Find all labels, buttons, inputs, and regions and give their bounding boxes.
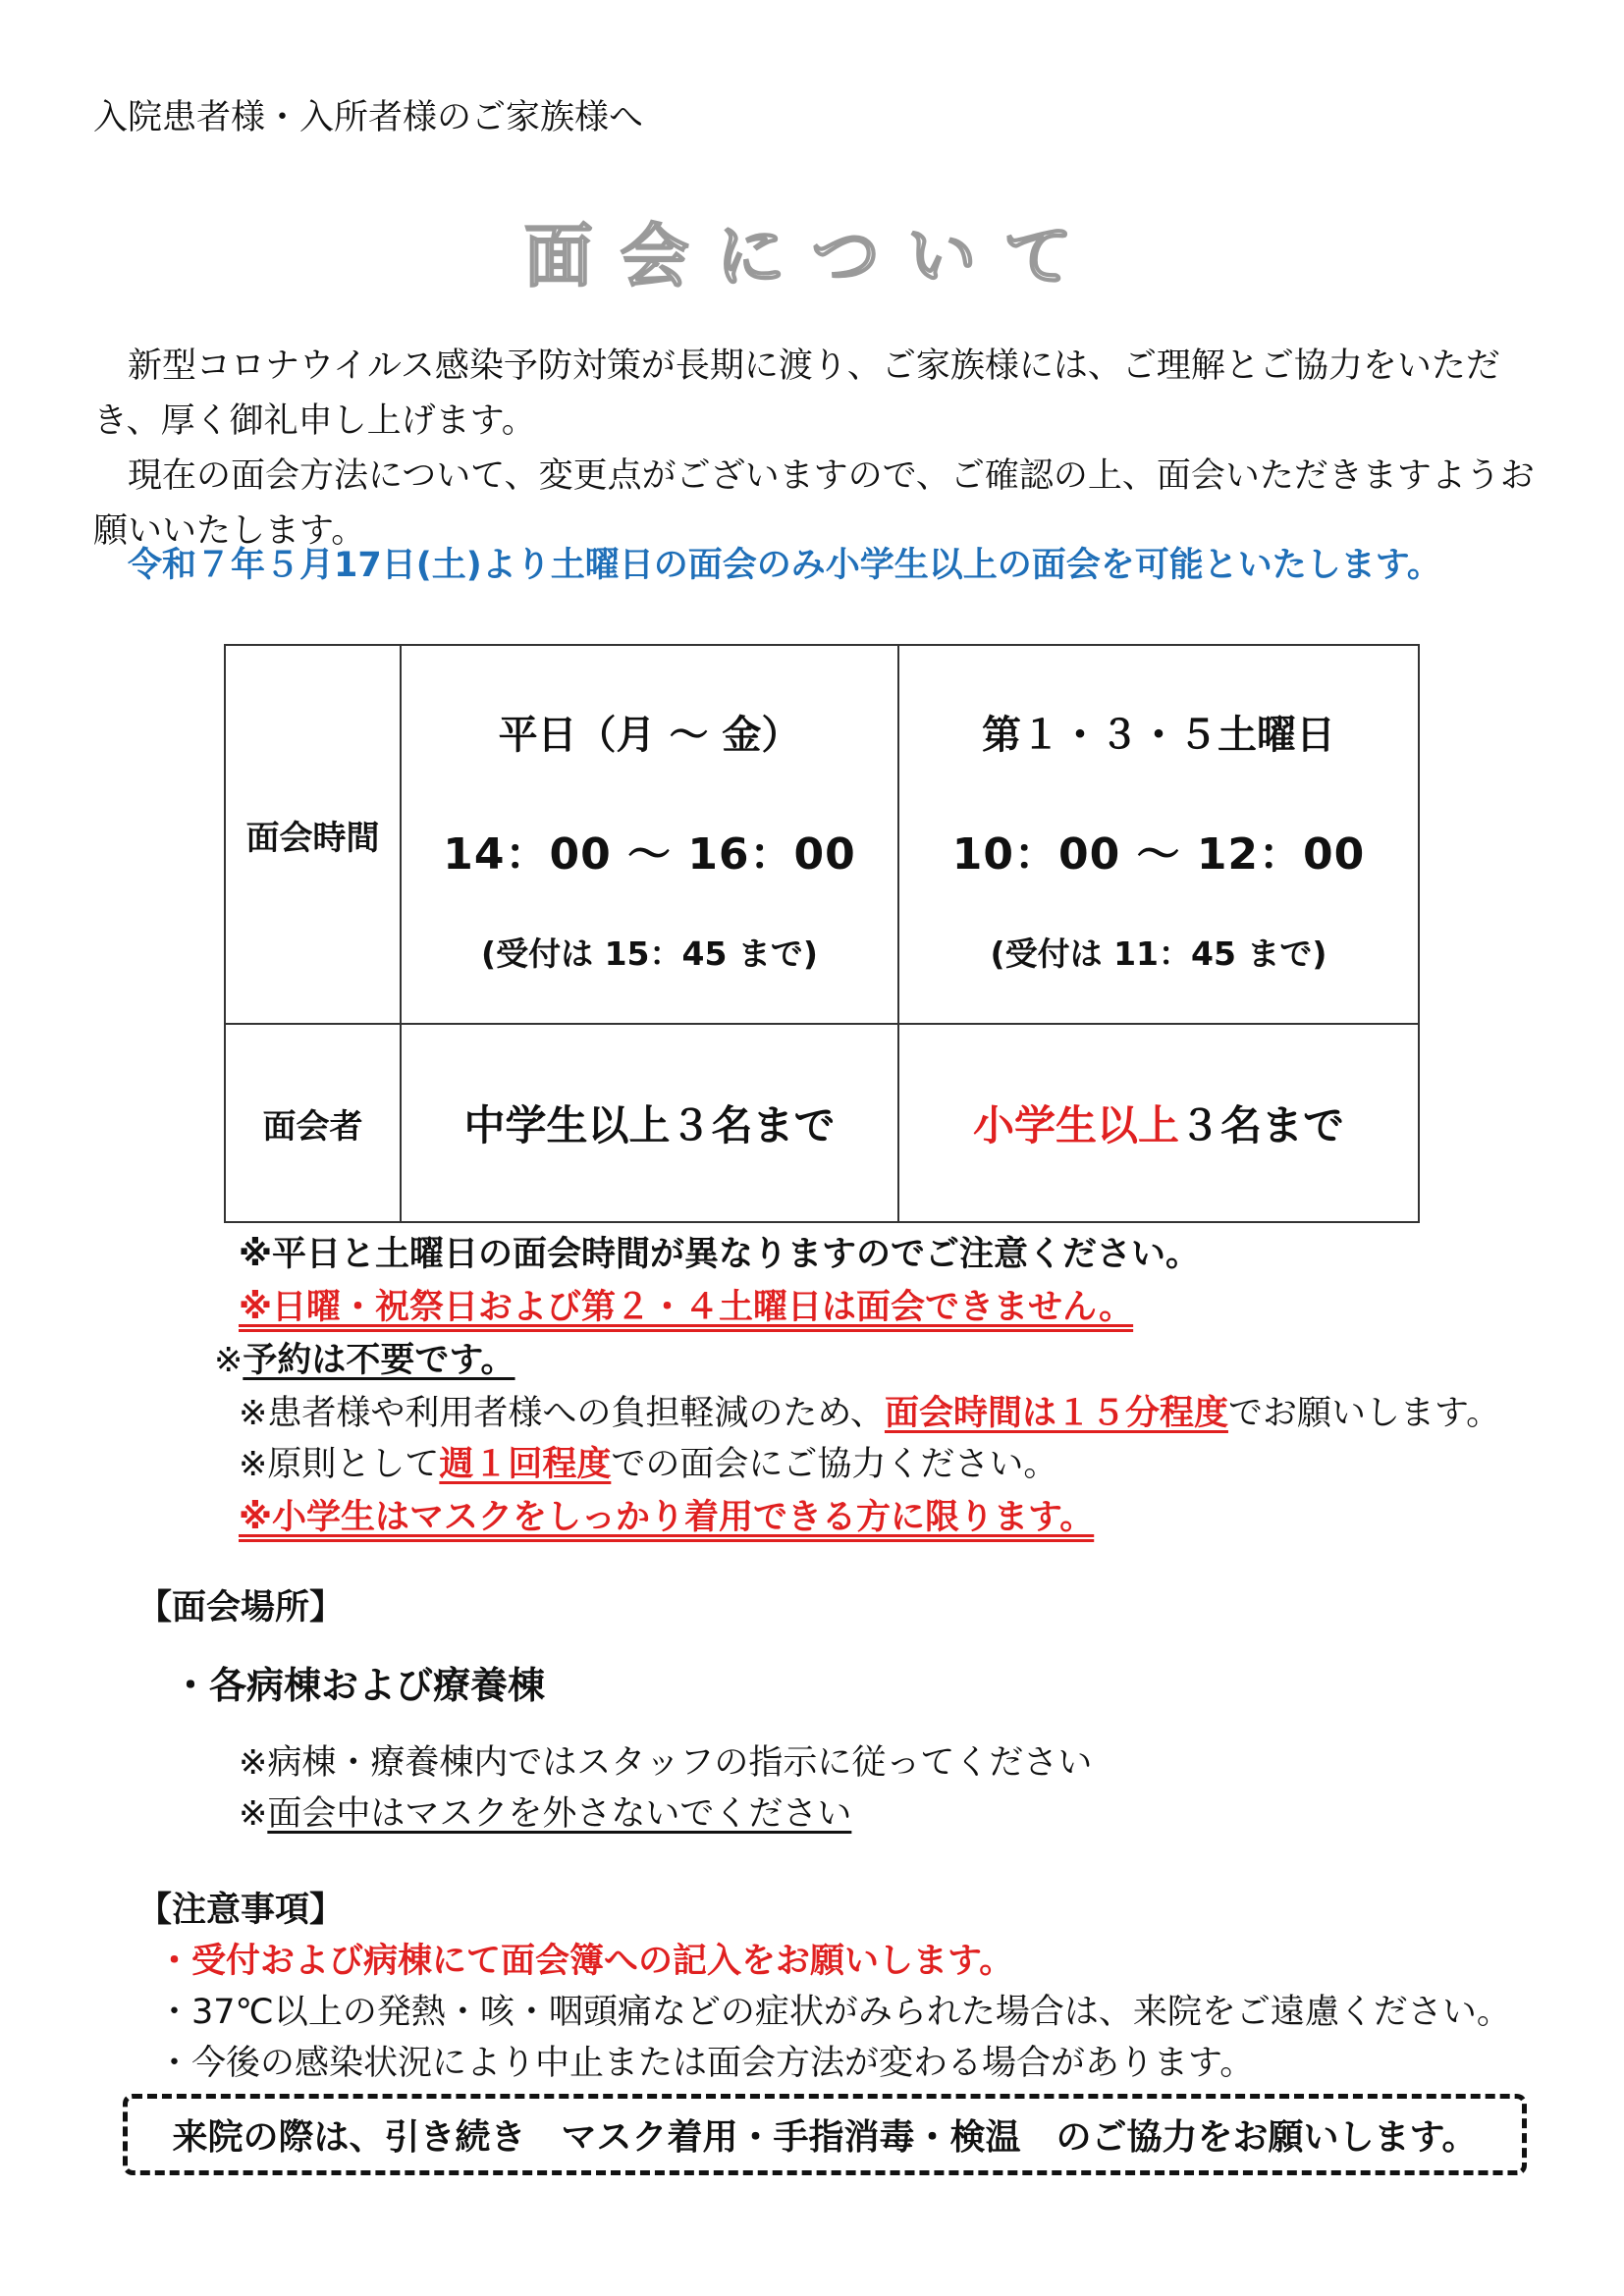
note-duration-highlight: 面会時間は１５分程度 [884, 1394, 1228, 1433]
saturday-days: 第１・３・５土曜日 [982, 713, 1335, 758]
weekday-visitors: 中学生以上３名まで [401, 1024, 898, 1222]
weekday-days: 平日（月 ～ 金） [498, 713, 801, 758]
note-frequency-pre: ※原則として [239, 1445, 440, 1484]
place-heading: 【面会場所】 [137, 1588, 345, 1628]
visitor-label: 面会者 [225, 1024, 401, 1222]
intro-text [93, 339, 1537, 559]
addressee: 入院患者様・入所者様のご家族様へ [93, 98, 644, 137]
note-frequency-post: での面会にご協力ください。 [611, 1445, 1058, 1484]
weekday-cell [401, 645, 898, 1024]
saturday-notice: 令和７年５月17日(土)より土曜日の面会のみ小学生以上の面会を可能といたします。 [128, 546, 1441, 585]
visitor-row [225, 1024, 1419, 1222]
note-duration [239, 1386, 1500, 1435]
saturday-cell [898, 645, 1419, 1024]
weekday-hours: 14：00 ～ 16：00 [443, 829, 856, 880]
note-frequency-highlight: 週１回程度 [439, 1445, 612, 1484]
note-no-reservation-text: 予約は不要です。 [243, 1341, 515, 1380]
caution-fever: ・37℃以上の発熱・咳・咽頭痛などの症状がみられた場合は、来院をご遠慮ください。 [157, 1993, 1511, 2032]
saturday-visitors [898, 1024, 1419, 1222]
caution-change: ・今後の感染状況により中止または面会方法が変わる場合があります。 [157, 2044, 1255, 2083]
note-child-mask: ※小学生はマスクをしっかり着用できる方に限ります。 [239, 1498, 1095, 1537]
visiting-time-row [225, 645, 1419, 1024]
saturday-visitors-grade: 小学生以上 [972, 1101, 1179, 1149]
saturday-visitors-count: ３名まで [1179, 1101, 1345, 1149]
weekday-reception-deadline: (受付は 15：45 まで) [481, 934, 818, 973]
intro-paragraph-1: 新型コロナウイルス感染予防対策が長期に渡り、ご家族様には、ご理解とご協力をいただき、厚く御礼申し上げます。 [93, 347, 1500, 441]
intro-paragraph-2: 現在の面会方法について、変更点がございますので、ご確認の上、面会いただきますようお願いいたします。 [93, 456, 1535, 551]
visiting-schedule-table [224, 644, 1420, 1223]
page-title: 面会について [523, 216, 1101, 296]
saturday-reception-deadline: (受付は 11：45 まで) [990, 934, 1327, 973]
visiting-time-label: 面会時間 [225, 645, 401, 1024]
saturday-hours: 10：00 ～ 12：00 [951, 829, 1366, 880]
note-frequency [239, 1437, 1057, 1486]
caution-heading: 【注意事項】 [137, 1891, 345, 1930]
footer-reminder: 来院の際は、引き続き マスク着用・手指消毒・検温 のご協力をお願いします。 [123, 2094, 1527, 2175]
caution-register: ・受付および病棟にて面会簿への記入をお願いします。 [157, 1942, 1014, 1981]
note-duration-pre: ※患者様や利用者様への負担軽減のため、 [239, 1394, 885, 1433]
place-note-staff: ※病棟・療養棟内ではスタッフの指示に従ってください [239, 1743, 1093, 1783]
note-mark: ※ [214, 1341, 244, 1380]
note-no-reservation [214, 1333, 515, 1382]
place-note-mask [239, 1787, 851, 1836]
note-closed-days: ※日曜・祝祭日および第２・４土曜日は面会できません。 [239, 1288, 1134, 1327]
note-time-difference: ※平日と土曜日の面会時間が異なりますのでご注意ください。 [239, 1235, 1201, 1274]
note-duration-post: でお願いします。 [1227, 1394, 1501, 1433]
place-note-mask-text: 面会中はマスクを外さないでください [267, 1794, 852, 1834]
place-item: ・各病棟および療養棟 [172, 1664, 546, 1707]
place-note-mark: ※ [239, 1794, 268, 1834]
